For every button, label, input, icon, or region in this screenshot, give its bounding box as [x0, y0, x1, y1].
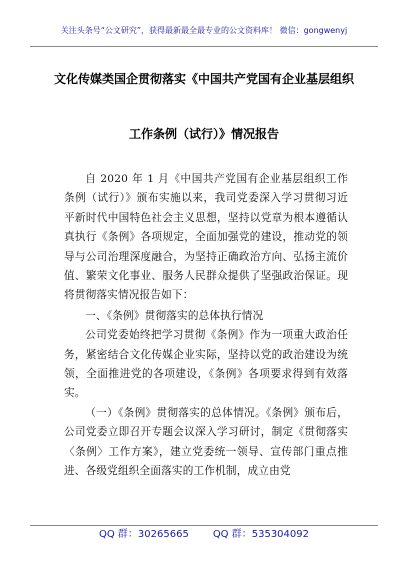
- page-header-notice: [30, 24, 378, 47]
- document-body: [64, 170, 348, 482]
- section-heading-1: 一、《条例》贯彻落实的总体执行情况: [85, 309, 264, 322]
- footer-qq-group-1: QQ 群：30265665: [98, 529, 189, 540]
- body-paragraph-intro: 自 2020 年 1 月《中国共产党国有企业基层组织工作条例（试行）》颁布实施以来，我司党委深入学习贯彻习近平新时代中国特色社会主义思想，坚持以党章为根本遵循认真执行《条例》各项规定，全面加强党的建设，推动党的领导与公司治理深度融合，为坚持正确政治方向、弘扬主流价值、繁荣文化事业、服务人民群众提供了坚强政治保证。现将贯彻落实情况报告如下：: [64, 173, 348, 302]
- header-notice-text: 关注头条号“公文研究”，获得最新最全最专业的公文资料库！ 微信：gongwenyj: [60, 26, 348, 35]
- body-paragraph-2: 公司党委始终把学习贯彻《条例》作为一项重大政治任务，紧密结合文化传媒企业实际，坚持以党的政治建设为统领，全面推进党的各项建设，《条例》各项要求得到有效落实。: [64, 329, 348, 400]
- document-title-line-2: 工作条例（试行）》情况报告: [128, 127, 279, 141]
- document-title-line-1: 文化传媒类国企贯彻落实《中国共产党国有企业基层组织: [53, 72, 354, 86]
- body-paragraph-3: （一）《条例》贯彻落实的总体情况。《条例》颁布后，公司党委立即召开专题会议深入学习研讨，制定《贯彻落实〈条例〉工作方案》，建立党委统一领导、宣传部门重点推进、各级党组织全面落实的工作机制，成立由党: [64, 406, 348, 478]
- footer-qq-group-2: QQ 群：535304092: [212, 529, 309, 540]
- page-footer: [30, 525, 378, 548]
